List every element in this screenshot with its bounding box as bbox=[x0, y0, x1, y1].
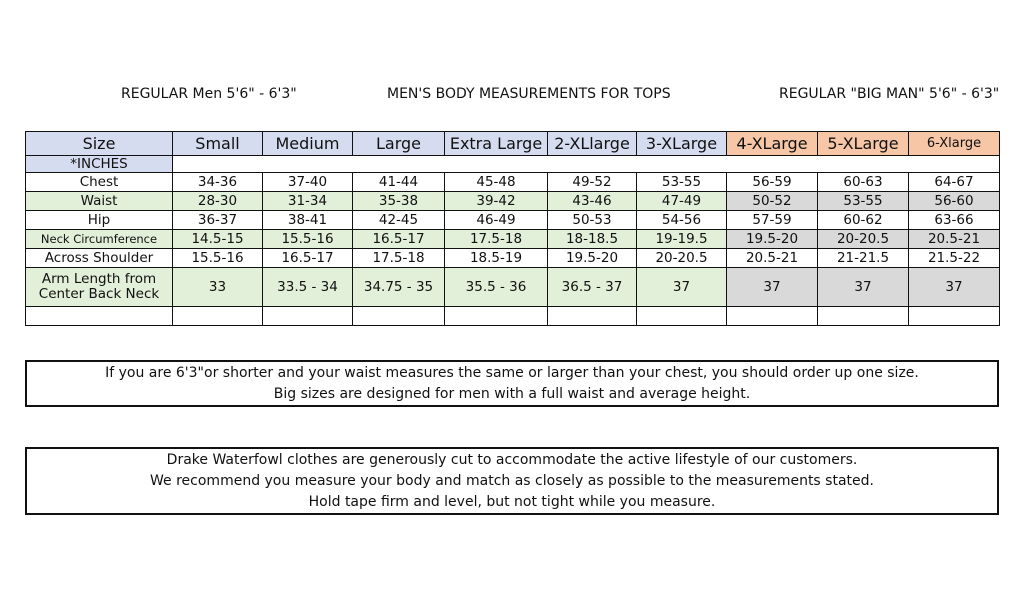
table-cell bbox=[353, 307, 445, 326]
notice-line: Drake Waterfowl clothes are generously cut to accommodate the active lifestyle of our customers. bbox=[166, 452, 858, 468]
table-cell: 38-41 bbox=[263, 211, 353, 230]
table-cell: 39-42 bbox=[445, 192, 548, 211]
table-cell: 63-66 bbox=[909, 211, 1000, 230]
size-header-large: Large bbox=[353, 132, 445, 156]
table-cell: 56-59 bbox=[727, 173, 818, 192]
table-cell: 20-20.5 bbox=[637, 249, 727, 268]
table-cell: 17.5-18 bbox=[445, 230, 548, 249]
size-header-5xl: 5-XLarge bbox=[818, 132, 909, 156]
table-cell: 33.5 - 34 bbox=[263, 268, 353, 307]
table-cell bbox=[818, 307, 909, 326]
table-cell bbox=[637, 307, 727, 326]
table-cell: 20.5-21 bbox=[727, 249, 818, 268]
table-cell: 16.5-17 bbox=[353, 230, 445, 249]
table-cell: 16.5-17 bbox=[263, 249, 353, 268]
regular-men-heading: REGULAR Men 5'6" - 6'3" bbox=[121, 86, 297, 102]
table-cell: 42-45 bbox=[353, 211, 445, 230]
size-header-medium: Medium bbox=[263, 132, 353, 156]
table-row-neck bbox=[26, 230, 1000, 249]
size-header-4xl: 4-XLarge bbox=[727, 132, 818, 156]
table-cell: 54-56 bbox=[637, 211, 727, 230]
size-header-small: Small bbox=[173, 132, 263, 156]
table-cell: 19.5-20 bbox=[727, 230, 818, 249]
table-row-waist bbox=[26, 192, 1000, 211]
notice-line: We recommend you measure your body and match as closely as possible to the measurements stated. bbox=[150, 473, 874, 489]
table-cell: 15.5-16 bbox=[263, 230, 353, 249]
notice-line: Big sizes are designed for men with a full waist and average height. bbox=[273, 386, 751, 402]
units-label: *INCHES bbox=[26, 156, 173, 173]
table-cell: 18.5-19 bbox=[445, 249, 548, 268]
table-cell: 60-62 bbox=[818, 211, 909, 230]
table-cell: 34.75 - 35 bbox=[353, 268, 445, 307]
size-header-extra-large: Extra Large bbox=[445, 132, 548, 156]
table-header-row bbox=[26, 132, 1000, 156]
table-cell: 37-40 bbox=[263, 173, 353, 192]
header-row bbox=[0, 86, 1024, 108]
table-cell: 50-52 bbox=[727, 192, 818, 211]
table-cell: 21.5-22 bbox=[909, 249, 1000, 268]
table-cell: 18-18.5 bbox=[548, 230, 637, 249]
size-chart-table bbox=[25, 131, 1000, 326]
table-row-hip bbox=[26, 211, 1000, 230]
size-header: Size bbox=[26, 132, 173, 156]
row-label: Hip bbox=[26, 211, 173, 230]
size-header-6xl: 6-Xlarge bbox=[909, 132, 1000, 156]
row-label: Neck Circumference bbox=[26, 230, 173, 249]
row-label-line: Arm Length from bbox=[41, 271, 157, 287]
table-cell: 21-21.5 bbox=[818, 249, 909, 268]
table-cell: 35-38 bbox=[353, 192, 445, 211]
table-cell: 17.5-18 bbox=[353, 249, 445, 268]
table-cell: 43-46 bbox=[548, 192, 637, 211]
table-cell: 46-49 bbox=[445, 211, 548, 230]
table-cell bbox=[445, 307, 548, 326]
table-cell: 36-37 bbox=[173, 211, 263, 230]
row-label: Chest bbox=[26, 173, 173, 192]
table-row-chest bbox=[26, 173, 1000, 192]
table-row-arm-length bbox=[26, 268, 1000, 307]
table-cell: 49-52 bbox=[548, 173, 637, 192]
table-cell bbox=[263, 307, 353, 326]
notice-line: Hold tape firm and level, but not tight while you measure. bbox=[308, 494, 716, 510]
table-cell: 37 bbox=[818, 268, 909, 307]
table-cell: 19-19.5 bbox=[637, 230, 727, 249]
table-row-blank bbox=[26, 307, 1000, 326]
table-cell: 36.5 - 37 bbox=[548, 268, 637, 307]
table-cell: 53-55 bbox=[818, 192, 909, 211]
units-spacer bbox=[173, 156, 1000, 173]
table-cell: 37 bbox=[909, 268, 1000, 307]
table-cell: 37 bbox=[637, 268, 727, 307]
units-row bbox=[26, 156, 1000, 173]
table-row-shoulder bbox=[26, 249, 1000, 268]
size-header-2xl: 2-XLlarge bbox=[548, 132, 637, 156]
row-label-line: Center Back Neck bbox=[38, 286, 160, 302]
table-cell: 64-67 bbox=[909, 173, 1000, 192]
size-header-3xl: 3-XLarge bbox=[637, 132, 727, 156]
table-cell: 60-63 bbox=[818, 173, 909, 192]
table-cell bbox=[909, 307, 1000, 326]
table-cell: 35.5 - 36 bbox=[445, 268, 548, 307]
table-cell: 34-36 bbox=[173, 173, 263, 192]
table-cell: 20.5-21 bbox=[909, 230, 1000, 249]
table-cell: 37 bbox=[727, 268, 818, 307]
row-label: Across Shoulder bbox=[26, 249, 173, 268]
table-cell: 20-20.5 bbox=[818, 230, 909, 249]
table-cell: 50-53 bbox=[548, 211, 637, 230]
row-label: Waist bbox=[26, 192, 173, 211]
table-cell: 45-48 bbox=[445, 173, 548, 192]
table-cell bbox=[548, 307, 637, 326]
sizing-notice bbox=[25, 360, 999, 407]
table-cell: 53-55 bbox=[637, 173, 727, 192]
measurement-notice bbox=[25, 447, 999, 515]
table-cell: 14.5-15 bbox=[173, 230, 263, 249]
table-cell: 28-30 bbox=[173, 192, 263, 211]
table-cell: 57-59 bbox=[727, 211, 818, 230]
table-cell: 15.5-16 bbox=[173, 249, 263, 268]
notice-line: If you are 6'3"or shorter and your waist measures the same or larger than your chest, you should order up one size. bbox=[105, 365, 919, 381]
row-label bbox=[26, 268, 173, 307]
table-cell: 31-34 bbox=[263, 192, 353, 211]
chart-title: MEN'S BODY MEASUREMENTS FOR TOPS bbox=[387, 86, 671, 102]
big-man-heading: REGULAR "BIG MAN" 5'6" - 6'3" bbox=[779, 86, 1000, 102]
table-cell: 41-44 bbox=[353, 173, 445, 192]
table-cell: 56-60 bbox=[909, 192, 1000, 211]
table-cell: 47-49 bbox=[637, 192, 727, 211]
table-cell: 33 bbox=[173, 268, 263, 307]
table-cell: 19.5-20 bbox=[548, 249, 637, 268]
table-cell bbox=[727, 307, 818, 326]
table-cell bbox=[26, 307, 173, 326]
table-cell bbox=[173, 307, 263, 326]
